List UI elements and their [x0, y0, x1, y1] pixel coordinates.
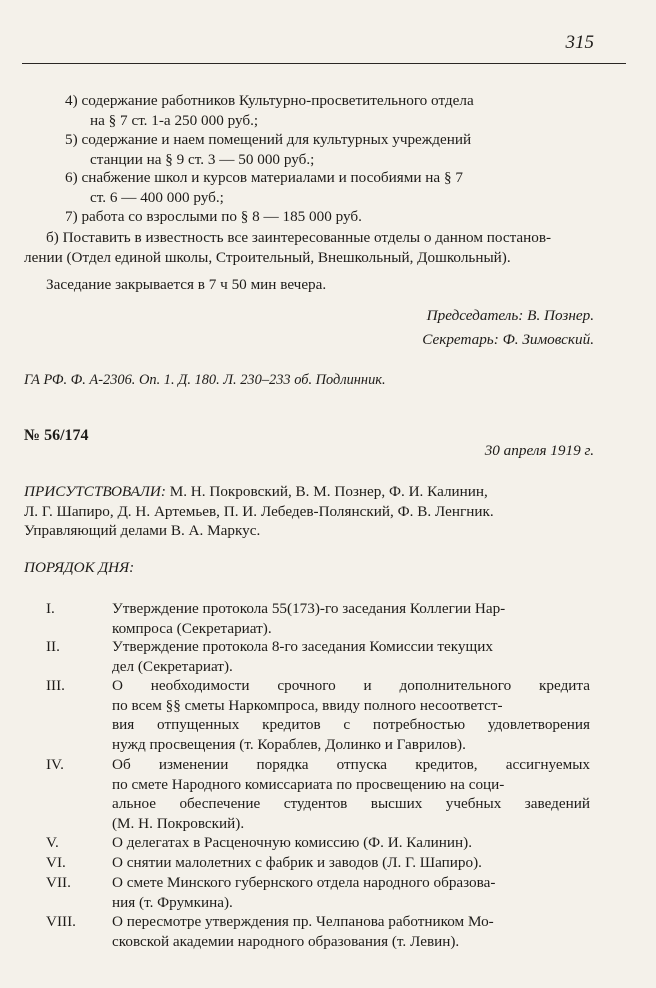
budget-item-7	[65, 207, 362, 227]
budget-item-4	[65, 91, 474, 130]
budget-item-6	[65, 168, 463, 207]
agenda-item-2	[112, 637, 590, 676]
attendees-block	[24, 482, 494, 541]
agenda-line: О снятии малолетних с фабрик и заводов (Л. Г. Шапиро).	[112, 854, 482, 871]
agenda-line: Утверждение протокола 8-го заседания Комиссии текущих	[112, 638, 493, 655]
agenda-number: V.	[46, 834, 59, 851]
agenda-line: Утверждение протокола 55(173)-го заседания Коллегии Нар-	[112, 600, 506, 617]
budget-item-line: 5) содержание и наем помещений для культурных учреждений	[65, 131, 472, 148]
agenda-number: IV.	[46, 756, 64, 773]
agenda-item-6	[112, 853, 590, 873]
agenda-line: компроса (Секретариат).	[112, 619, 272, 637]
agenda-number: II.	[46, 638, 60, 655]
agenda-line: О необходимости срочного и дополнительного кредита	[112, 677, 590, 694]
agenda-item-1	[112, 599, 590, 638]
agenda-line: (М. Н. Покровский).	[112, 814, 245, 832]
archive-reference: ГА РФ. Ф. А-2306. Оп. 1. Д. 180. Л. 230–233 об. Подлинник.	[24, 372, 386, 388]
agenda-number: VI.	[46, 854, 66, 871]
attendees-line: Л. Г. Шапиро, Д. Н. Артемьев, П. И. Лебедев-Полянский, Ф. В. Ленгник.	[24, 502, 494, 520]
agenda-title: ПОРЯДОК ДНЯ:	[24, 559, 135, 576]
agenda-number: I.	[46, 600, 55, 617]
budget-item-5	[65, 130, 471, 169]
budget-item-line: ст. 6 — 400 000 руб.;	[90, 188, 224, 206]
agenda-line: дел (Секретариат).	[112, 657, 233, 675]
agenda-line: альное обеспечение студентов высших учебных заведений	[112, 795, 590, 813]
attendees-line: Управляющий делами В. А. Маркус.	[24, 522, 261, 540]
agenda-line: О делегатах в Расценочную комиссию (Ф. И. Калинин).	[112, 834, 473, 851]
document-date: 30 апреля 1919 г.	[484, 442, 594, 459]
chairman-signature: Председатель: В. Познер.	[426, 307, 594, 324]
agenda-item-5	[112, 833, 590, 853]
budget-item-line: 4) содержание работников Культурно-просветительного отдела	[65, 92, 474, 109]
agenda-line: О смете Минского губернского отдела народного образова-	[112, 874, 496, 891]
notify-paragraph	[24, 228, 552, 267]
notify-line: б) Поставить в известность все заинтересованные отделы о данном постанов-	[46, 229, 552, 246]
agenda-line: Об изменении порядка отпуска кредитов, ассигнуемых	[112, 756, 590, 773]
agenda-item-8	[112, 912, 590, 951]
agenda-line: вия отпущенных кредитов с потребностью удовлетворения	[112, 716, 590, 734]
secretary-signature: Секретарь: Ф. Зимовский.	[422, 331, 594, 348]
budget-item-line: станции на § 9 ст. 3 — 50 000 руб.;	[90, 150, 315, 168]
agenda-item-3	[112, 676, 590, 754]
agenda-number: VIII.	[46, 913, 76, 930]
closing-line: Заседание закрывается в 7 ч 50 мин вечера.	[46, 276, 327, 293]
agenda-item-4	[112, 755, 590, 833]
document-number: № 56/174	[24, 427, 89, 444]
agenda-line: по всем §§ сметы Наркомпроса, ввиду полного несоответст-	[112, 696, 503, 714]
agenda-item-7	[112, 873, 590, 912]
agenda-line: нужд просвещения (т. Кораблев, Долинко и Гаврилов).	[112, 735, 466, 753]
budget-item-line: 6) снабжение школ и курсов материалами и пособиями на § 7	[65, 169, 463, 186]
budget-item-line: 7) работа со взрослыми по § 8 — 185 000 руб.	[65, 208, 362, 225]
agenda-number: VII.	[46, 874, 71, 891]
page-number: 315	[565, 32, 594, 53]
agenda-line: О пересмотре утверждения пр. Челпанова работником Мо-	[112, 913, 494, 930]
agenda-line: ния (т. Фрумкина).	[112, 893, 233, 911]
attendees-names: М. Н. Покровский, В. М. Познер, Ф. И. Калинин,	[165, 483, 488, 500]
notify-line: лении (Отдел единой школы, Строительный, Внешкольный, Дошкольный).	[24, 248, 511, 266]
agenda-line: по смете Народного комиссариата по просвещению на соци-	[112, 775, 505, 793]
agenda-line: сковской академии народного образования (т. Левин).	[112, 932, 460, 950]
budget-item-line: на § 7 ст. 1-а 250 000 руб.;	[90, 111, 259, 129]
agenda-number: III.	[46, 677, 65, 694]
attendees-line	[24, 482, 494, 502]
attendees-label: ПРИСУТСТВОВАЛИ:	[24, 483, 166, 500]
header-rule	[22, 63, 626, 64]
